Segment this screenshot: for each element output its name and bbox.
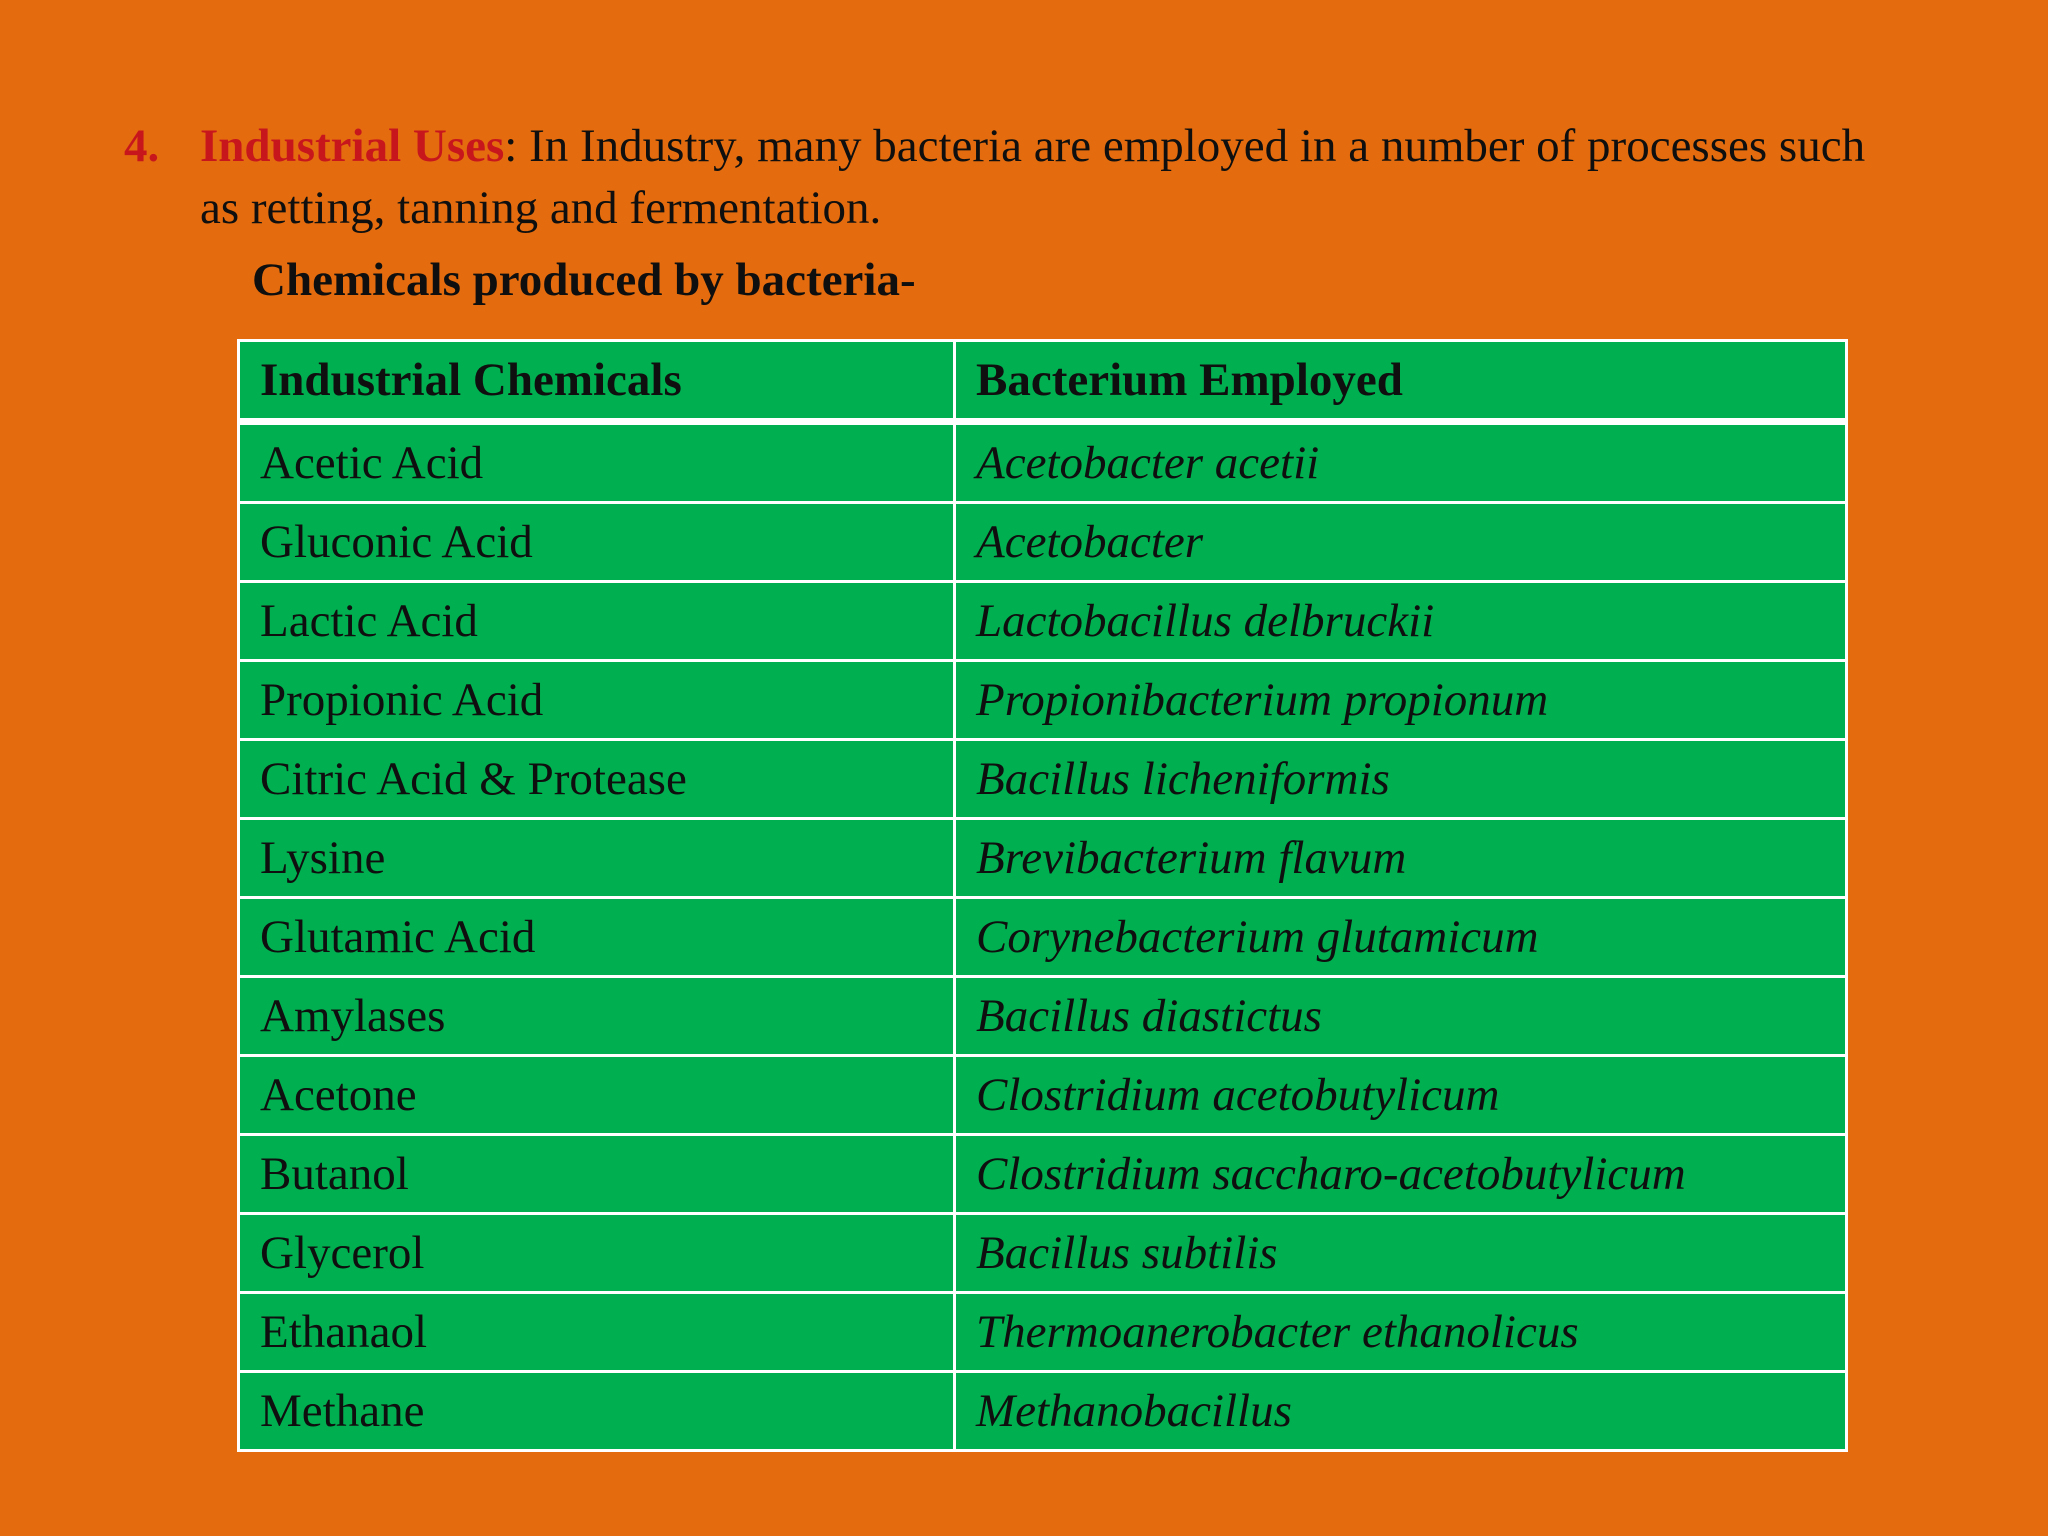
bacterium-cell: Clostridium saccharo-acetobutylicum (955, 1135, 1847, 1214)
table-row (239, 1214, 1847, 1293)
table-row (239, 740, 1847, 819)
bacterium-cell: Brevibacterium flavum (955, 819, 1847, 898)
point-number: 4. (124, 120, 160, 172)
chemical-cell: Ethanaol (239, 1293, 955, 1372)
table-row (239, 503, 1847, 582)
bacterium-cell: Methanobacillus (955, 1372, 1847, 1451)
chemicals-table (237, 339, 1848, 1452)
table-row (239, 898, 1847, 977)
chemical-cell: Gluconic Acid (239, 503, 955, 582)
point-lead: Industrial Uses (200, 120, 505, 172)
table-row (239, 977, 1847, 1056)
chemical-cell: Glutamic Acid (239, 898, 955, 977)
chemical-cell: Lysine (239, 819, 955, 898)
bacterium-cell: Acetobacter (955, 503, 1847, 582)
bacterium-cell: Clostridium acetobutylicum (955, 1056, 1847, 1135)
chemical-cell: Propionic Acid (239, 661, 955, 740)
table-row (239, 819, 1847, 898)
table-row (239, 1372, 1847, 1451)
table-subheading: Chemicals produced by bacteria- (252, 254, 916, 306)
bacterium-cell: Acetobacter acetii (955, 422, 1847, 503)
chemical-cell: Citric Acid & Protease (239, 740, 955, 819)
table-row (239, 1056, 1847, 1135)
chemical-cell: Butanol (239, 1135, 955, 1214)
chemical-cell: Lactic Acid (239, 582, 955, 661)
table-row (239, 422, 1847, 503)
chemical-cell: Glycerol (239, 1214, 955, 1293)
bacterium-cell: Propionibacterium propionum (955, 661, 1847, 740)
table-body (239, 422, 1847, 1451)
chemical-cell: Acetic Acid (239, 422, 955, 503)
bacterium-cell: Thermoanerobacter ethanolicus (955, 1293, 1847, 1372)
bacterium-cell: Bacillus diastictus (955, 977, 1847, 1056)
table-row (239, 1135, 1847, 1214)
table-row (239, 1293, 1847, 1372)
chemical-cell: Methane (239, 1372, 955, 1451)
chemicals-table-container (237, 339, 1845, 1452)
point-text: : In Industry, many bacteria are employed in a number of processes such as retting, tanning and fermentation. (200, 120, 1866, 234)
bacterium-cell: Bacillus subtilis (955, 1214, 1847, 1293)
header-bacterium-employed: Bacterium Employed (955, 341, 1847, 422)
bacterium-cell: Corynebacterium glutamicum (955, 898, 1847, 977)
bacterium-cell: Bacillus licheniformis (955, 740, 1847, 819)
table-row (239, 661, 1847, 740)
table-header-row (239, 341, 1847, 422)
chemical-cell: Amylases (239, 977, 955, 1056)
bacterium-cell: Lactobacillus delbruckii (955, 582, 1847, 661)
point-body (200, 115, 1914, 239)
industrial-uses-point (124, 115, 1914, 239)
chemical-cell: Acetone (239, 1056, 955, 1135)
table-row (239, 582, 1847, 661)
header-industrial-chemicals: Industrial Chemicals (239, 341, 955, 422)
